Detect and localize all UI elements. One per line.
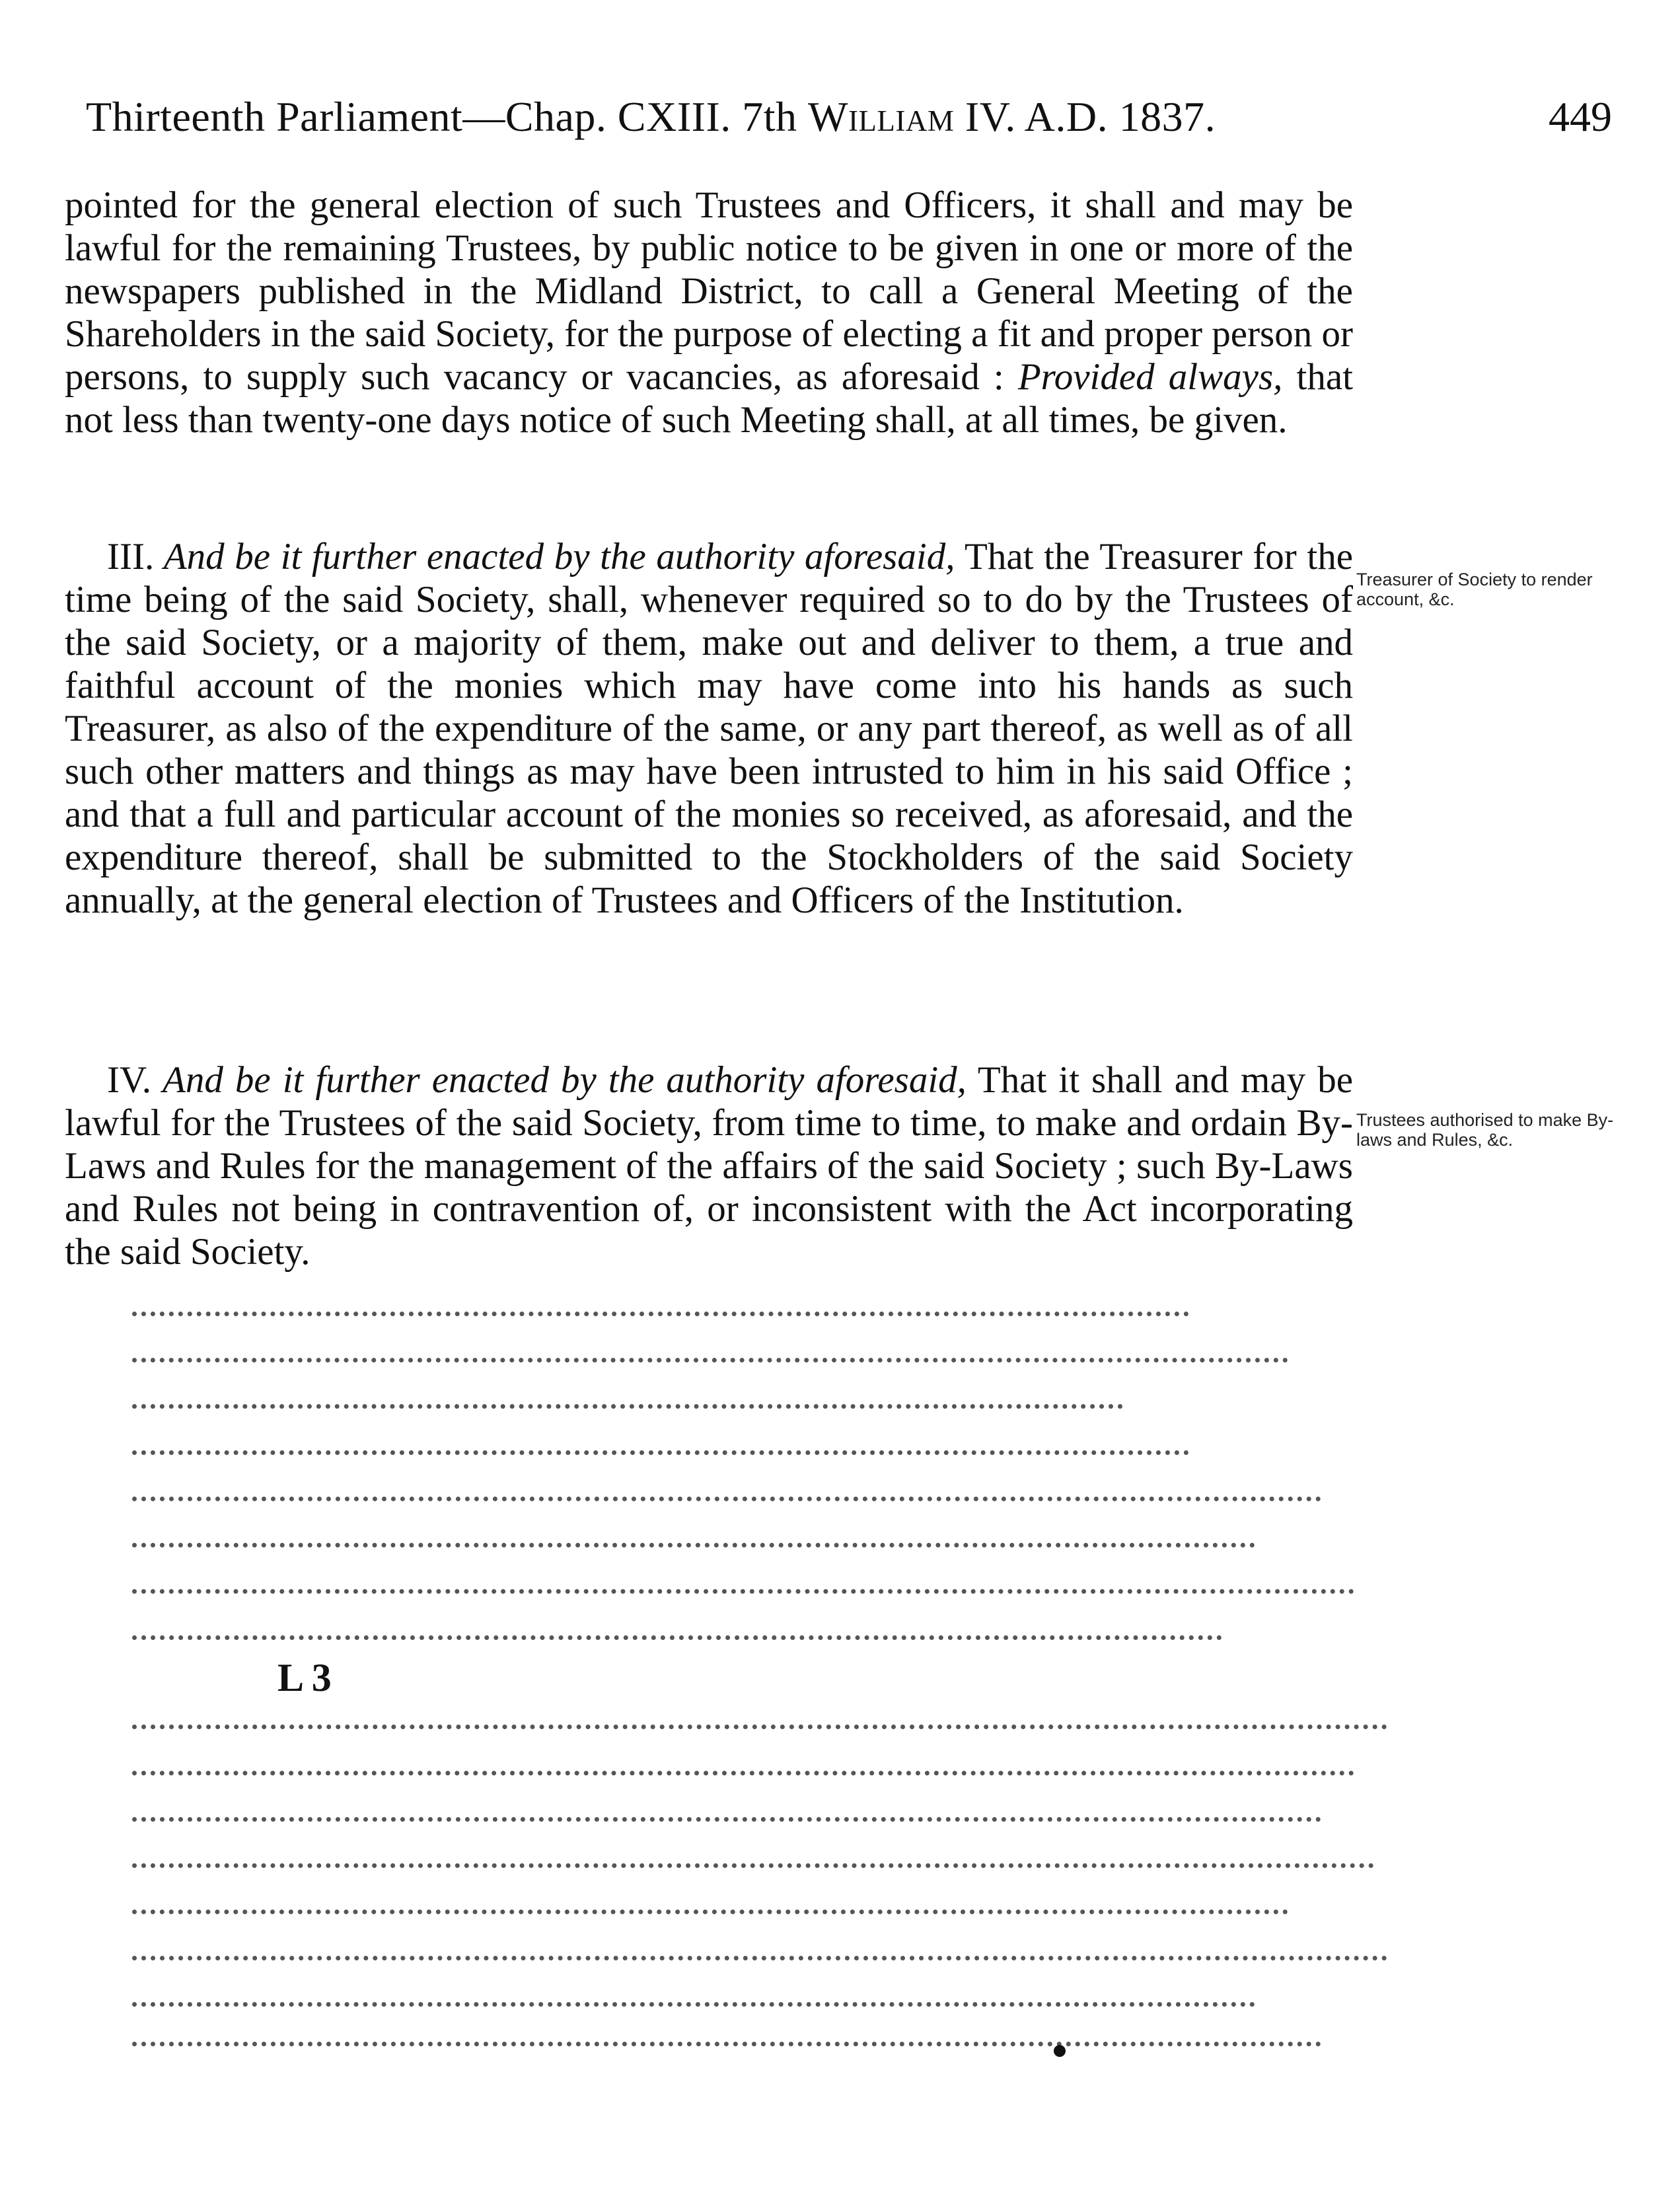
dotted-rule bbox=[132, 1797, 1321, 1822]
header-title bbox=[86, 93, 1216, 141]
dotted-rule bbox=[132, 1616, 1222, 1640]
section-iv-number: IV. bbox=[107, 1059, 152, 1101]
dotted-rule bbox=[132, 1890, 1288, 1914]
dotted-rule bbox=[132, 2022, 1321, 2046]
section-iii bbox=[65, 535, 1353, 922]
section-iv-text: That it shall and may be lawful for the Trustees of the said Society, from time to time, to make and ordain By-Laws and Rules for the management of the affairs of the said Society ; such By-Laws and Rules not being in contravention of, or inconsistent with the Act incorporating the said Society. bbox=[65, 1059, 1353, 1273]
page-number: 449 bbox=[1549, 93, 1612, 140]
dotted-rule bbox=[132, 1936, 1387, 1960]
dotted-rule bbox=[132, 1431, 1189, 1455]
continuation-paragraph bbox=[65, 184, 1353, 441]
dotted-rule bbox=[132, 1292, 1189, 1316]
continuation-proviso: Provided always, bbox=[1017, 356, 1283, 398]
ink-speck bbox=[1054, 2045, 1066, 2057]
section-iv bbox=[65, 1059, 1353, 1273]
dotted-rule bbox=[132, 1477, 1321, 1501]
header-title-suffix: IV. A.D. 1837. bbox=[954, 93, 1216, 140]
section-iii-number: III. bbox=[107, 536, 155, 577]
section-iii-enacting-clause: And be it further enacted by the authority aforesaid, bbox=[154, 536, 955, 577]
dotted-rule bbox=[132, 1523, 1255, 1547]
section-iv-enacting-clause: And be it further enacted by the authority aforesaid, bbox=[151, 1059, 967, 1101]
dotted-rule bbox=[132, 1982, 1255, 2007]
continuation-text-before: pointed for the general election of such Trustees and Officers, it shall and may be lawful for the remaining Trustees, by public notice to be given in one or more of the newspapers published in the Midland District, to call a General Meeting of the Shareholders in the said Society, for the purpose of electing a fit and proper person or persons, to supply such vacancy or vacancies, as aforesaid : bbox=[65, 184, 1353, 398]
dotted-rule bbox=[132, 1384, 1123, 1409]
dotted-rule bbox=[132, 1338, 1288, 1362]
header-title-prefix: Thirteenth Parliament—Chap. CXIII. 7th bbox=[86, 93, 809, 140]
dotted-rule bbox=[132, 1569, 1354, 1594]
dotted-rule bbox=[132, 1705, 1387, 1729]
dotted-rule bbox=[132, 1751, 1354, 1775]
section-iii-text: That the Treasurer for the time being of the said Society, shall, whenever required so to do by the Trustees of the said Society, or a majority of them, make out and deliver to them, a true and faithful account of the monies which may have come into his hands as such Treasurer, as also of the expenditure of the same, or any part thereof, as well as of all such other matters and things as may have been intrusted to him in his said Office ; and that a full and particular account of the monies so received, as aforesaid, and the expenditure thereof, shall be submitted to the Stockholders of the said Society annually, at the general election of Trustees and Officers of the Institution. bbox=[65, 536, 1354, 921]
marginal-note-iii: Treasurer of Society to render account, &c. bbox=[1356, 570, 1593, 609]
header-title-smallcaps: William bbox=[808, 93, 955, 140]
running-header bbox=[86, 93, 1612, 145]
dotted-rule bbox=[132, 1843, 1374, 1868]
folio-mark: L 3 bbox=[277, 1656, 332, 1699]
continuation-text-after: that not less than twenty-one days notice of such Meeting shall, at all times, be given. bbox=[65, 356, 1354, 441]
marginal-note-iv: Trustees authorised to make By-laws and Rules, &c. bbox=[1356, 1110, 1614, 1150]
